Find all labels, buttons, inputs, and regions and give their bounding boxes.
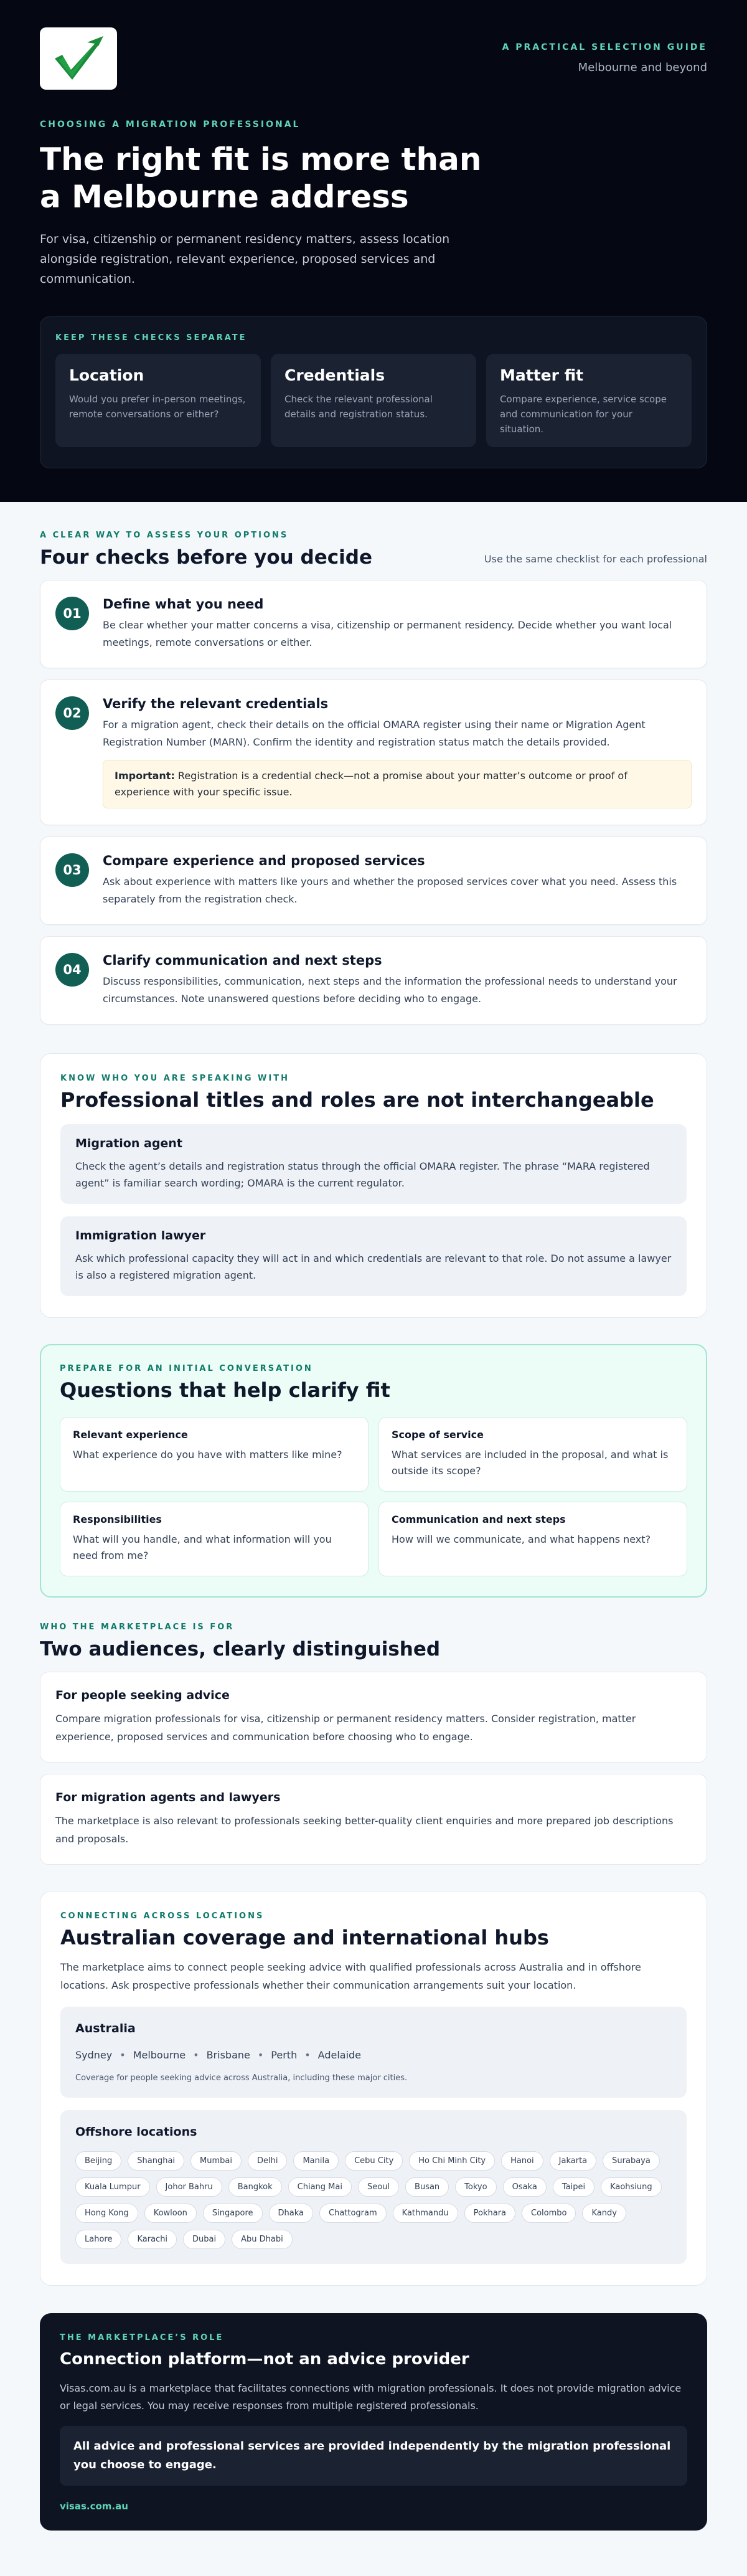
question-title: Communication and next steps xyxy=(392,1513,566,1525)
city-name: Melbourne xyxy=(133,2049,186,2061)
check-card-title: Credentials xyxy=(284,366,385,384)
section-eyebrow: KNOW WHO YOU ARE SPEAKING WITH xyxy=(60,1074,289,1083)
step-text: Be clear whether your matter concerns a visa, citizenship or permanent residency. Decide whether you want local meetings, remote conversations or either. xyxy=(103,619,672,648)
step-title: Verify the relevant credentials xyxy=(103,696,329,711)
audience-text: Compare migration professionals for visa, citizenship or permanent residency matters. Consider registration, matter experience, proposed services and communication before choosing who to engage. xyxy=(55,1713,636,1743)
section-title: Professional titles and roles are not interchangeable xyxy=(60,1088,654,1112)
guide-kicker: A PRACTICAL SELECTION GUIDE xyxy=(502,42,707,52)
city-separator: • xyxy=(257,2049,264,2061)
city-chip: Hong Kong xyxy=(75,2204,138,2223)
step-number: 04 xyxy=(55,953,89,987)
check-card-matter-fit xyxy=(486,354,692,447)
step-title: Compare experience and proposed services xyxy=(103,853,425,868)
section-title: Australian coverage and international hubs xyxy=(60,1926,549,1949)
question-text: How will we communicate, and what happens next? xyxy=(392,1533,651,1545)
question-title: Scope of service xyxy=(392,1429,484,1441)
offshore-title: Offshore locations xyxy=(75,2125,197,2139)
page-title: The right fit is more than a Melbourne address xyxy=(40,141,482,215)
city-chip: Seoul xyxy=(358,2177,399,2197)
city-chip: Manila xyxy=(293,2151,339,2171)
question-text: What services are included in the proposal, and what is outside its scope? xyxy=(392,1449,669,1477)
city-chip: Karachi xyxy=(128,2230,177,2249)
important-notice xyxy=(103,760,692,808)
city-chip: Busan xyxy=(405,2177,449,2197)
city-chip: Dhaka xyxy=(269,2204,313,2223)
city-chip: Hanoi xyxy=(501,2151,543,2171)
check-card-location xyxy=(55,354,261,447)
hero-subtitle: For visa, citizenship or permanent residency matters, assess location alongside registration, relevant experience, proposed services and communication. xyxy=(40,232,450,286)
check-card-text: Check the relevant professional details and registration status. xyxy=(284,394,433,420)
questions-panel xyxy=(40,1344,707,1598)
question-card xyxy=(378,1417,687,1492)
city-chip: Kandy xyxy=(582,2204,626,2223)
audience-card-seekers xyxy=(40,1672,707,1763)
australia-city-list xyxy=(75,2049,672,2061)
role-title: Immigration lawyer xyxy=(75,1229,206,1243)
check-card-title: Location xyxy=(69,366,144,384)
city-chip: Chiang Mai xyxy=(288,2177,352,2197)
city-chip: Mumbai xyxy=(190,2151,242,2171)
site-link[interactable]: visas.com.au xyxy=(60,2501,128,2512)
city-chip: Johor Bahru xyxy=(156,2177,222,2197)
city-chip: Kowloon xyxy=(144,2204,197,2223)
role-text: Ask which professional capacity they will act in and which credentials are relevant to that role. Do not assume a lawyer is also a registered migration agent. xyxy=(75,1252,672,1281)
city-name: Adelaide xyxy=(317,2049,362,2061)
role-title: Migration agent xyxy=(75,1137,182,1150)
notice-text: Registration is a credential check—not a promise about your matter’s outcome or proof of experience with your specific issue. xyxy=(115,770,627,798)
city-name: Brisbane xyxy=(206,2049,250,2061)
section-note: Use the same checklist for each professional xyxy=(484,553,707,565)
question-text: What will you handle, and what information will you need from me? xyxy=(73,1533,332,1561)
city-chip: Kathmandu xyxy=(393,2204,458,2223)
city-chip: Pokhara xyxy=(464,2204,515,2223)
city-chip: Colombo xyxy=(522,2204,576,2223)
main-content xyxy=(0,531,747,2557)
step-card xyxy=(40,680,707,825)
australia-box xyxy=(60,2007,687,2098)
city-chip: Tokyo xyxy=(455,2177,496,2197)
coverage-panel xyxy=(40,1891,707,2286)
section-eyebrow: THE MARKETPLACE’S ROLE xyxy=(60,2333,224,2342)
audience-card-professionals xyxy=(40,1774,707,1865)
city-name: Sydney xyxy=(75,2049,113,2061)
hero-tagline xyxy=(502,42,707,74)
section-eyebrow: PREPARE FOR AN INITIAL CONVERSATION xyxy=(60,1364,313,1373)
audience-text: The marketplace is also relevant to professionals seeking better-quality client enquiries and more prepared job descriptions and proposals. xyxy=(55,1815,674,1845)
australia-note: Coverage for people seeking advice across Australia, including these major cities. xyxy=(75,2073,408,2083)
step-text: Discuss responsibilities, communication, next steps and the information the professional needs to understand your circumstances. Note unanswered questions before deciding who to engage. xyxy=(103,975,677,1005)
notice-label: Important: xyxy=(115,770,175,782)
logo[interactable] xyxy=(40,27,117,90)
check-card-title: Matter fit xyxy=(500,366,584,384)
role-card-migration-agent xyxy=(60,1124,687,1204)
city-chip: Jakarta xyxy=(550,2151,596,2171)
city-chip: Delhi xyxy=(248,2151,287,2171)
question-title: Responsibilities xyxy=(73,1513,162,1525)
city-chip: Ho Chi Minh City xyxy=(409,2151,495,2171)
city-chip: Dubai xyxy=(183,2230,225,2249)
role-text: Check the agent’s details and registration status through the official OMARA register. The phrase “MARA registered agent” is familiar search wording; OMARA is the current regulator. xyxy=(75,1160,650,1189)
independence-callout: All advice and professional services are provided independently by the migration professional you choose to engage. xyxy=(60,2426,687,2486)
section-eyebrow: CONNECTING ACROSS LOCATIONS xyxy=(60,1911,265,1921)
section-title: Connection platform—not an advice provider xyxy=(60,2350,469,2369)
city-chip: Kaohsiung xyxy=(601,2177,662,2197)
step-number: 02 xyxy=(55,696,89,730)
roles-panel xyxy=(40,1053,707,1318)
city-chip: Lahore xyxy=(75,2230,121,2249)
page-bottom-spacer xyxy=(40,2531,707,2557)
checks-kicker: KEEP THESE CHECKS SEPARATE xyxy=(55,333,247,343)
section-title: Two audiences, clearly distinguished xyxy=(40,1638,441,1660)
step-card xyxy=(40,836,707,925)
audiences-header xyxy=(40,1622,707,1660)
section-eyebrow: A CLEAR WAY TO ASSESS YOUR OPTIONS xyxy=(40,531,289,540)
hero-eyebrow: CHOOSING A MIGRATION PROFESSIONAL xyxy=(40,120,301,130)
check-card-text: Compare experience, service scope and communication for your situation. xyxy=(500,394,667,435)
audience-title: For people seeking advice xyxy=(55,1688,230,1702)
city-chip: Taipei xyxy=(553,2177,594,2197)
question-card xyxy=(378,1502,687,1576)
coverage-description: The marketplace aims to connect people seeking advice with qualified professionals across Australia and in offshore locations. Ask prospective professionals whether their communication arrangements suit your location. xyxy=(60,1961,641,1991)
step-text: For a migration agent, check their details on the official OMARA register using their name or Migration Agent Registration Number (MARN). Confirm the identity and registration status match the details provided. xyxy=(103,719,646,748)
step-text: Ask about experience with matters like yours and whether the proposed services cover what you need. Assess this separately from the registration check. xyxy=(103,876,677,905)
section-title: Four checks before you decide xyxy=(40,546,372,569)
city-chip: Chattogram xyxy=(319,2204,387,2223)
step-card xyxy=(40,580,707,668)
section-title: Questions that help clarify fit xyxy=(60,1378,390,1402)
city-chip: Abu Dhabi xyxy=(232,2230,293,2249)
question-text: What experience do you have with matters like mine? xyxy=(73,1449,342,1461)
question-card xyxy=(60,1417,369,1492)
city-chip: Bangkok xyxy=(228,2177,282,2197)
question-card xyxy=(60,1502,369,1576)
city-chip: Singapore xyxy=(203,2204,263,2223)
city-separator: • xyxy=(304,2049,311,2061)
city-separator: • xyxy=(193,2049,199,2061)
marketplace-role-panel xyxy=(40,2313,707,2531)
offshore-box xyxy=(60,2110,687,2264)
step-number: 01 xyxy=(55,597,89,630)
four-checks-header xyxy=(40,531,707,569)
city-separator: • xyxy=(120,2049,126,2061)
marketplace-role-text: Visas.com.au is a marketplace that facilitates connections with migration professionals. It does not provide migration advice or legal services. You may receive responses from multiple registered professionals. xyxy=(60,2382,682,2412)
step-card xyxy=(40,936,707,1025)
city-chip: Osaka xyxy=(503,2177,547,2197)
guide-location: Melbourne and beyond xyxy=(578,61,707,74)
australia-title: Australia xyxy=(75,2022,136,2035)
offshore-city-list xyxy=(75,2151,672,2249)
city-chip: Beijing xyxy=(75,2151,121,2171)
city-chip: Cebu City xyxy=(345,2151,403,2171)
step-number: 03 xyxy=(55,853,89,887)
city-chip: Shanghai xyxy=(128,2151,184,2171)
question-title: Relevant experience xyxy=(73,1429,188,1441)
role-card-immigration-lawyer xyxy=(60,1216,687,1296)
checkmark-plane-logo-icon xyxy=(49,34,108,83)
step-title: Define what you need xyxy=(103,597,264,612)
check-card-credentials xyxy=(271,354,476,447)
city-chip: Surabaya xyxy=(603,2151,660,2171)
city-chip: Kuala Lumpur xyxy=(75,2177,150,2197)
checks-summary xyxy=(40,316,707,468)
check-card-text: Would you prefer in-person meetings, remote conversations or either? xyxy=(69,394,246,420)
step-title: Clarify communication and next steps xyxy=(103,953,382,968)
audience-title: For migration agents and lawyers xyxy=(55,1791,281,1804)
section-eyebrow: WHO THE MARKETPLACE IS FOR xyxy=(40,1622,235,1632)
city-name: Perth xyxy=(271,2049,298,2061)
hero xyxy=(0,0,747,502)
